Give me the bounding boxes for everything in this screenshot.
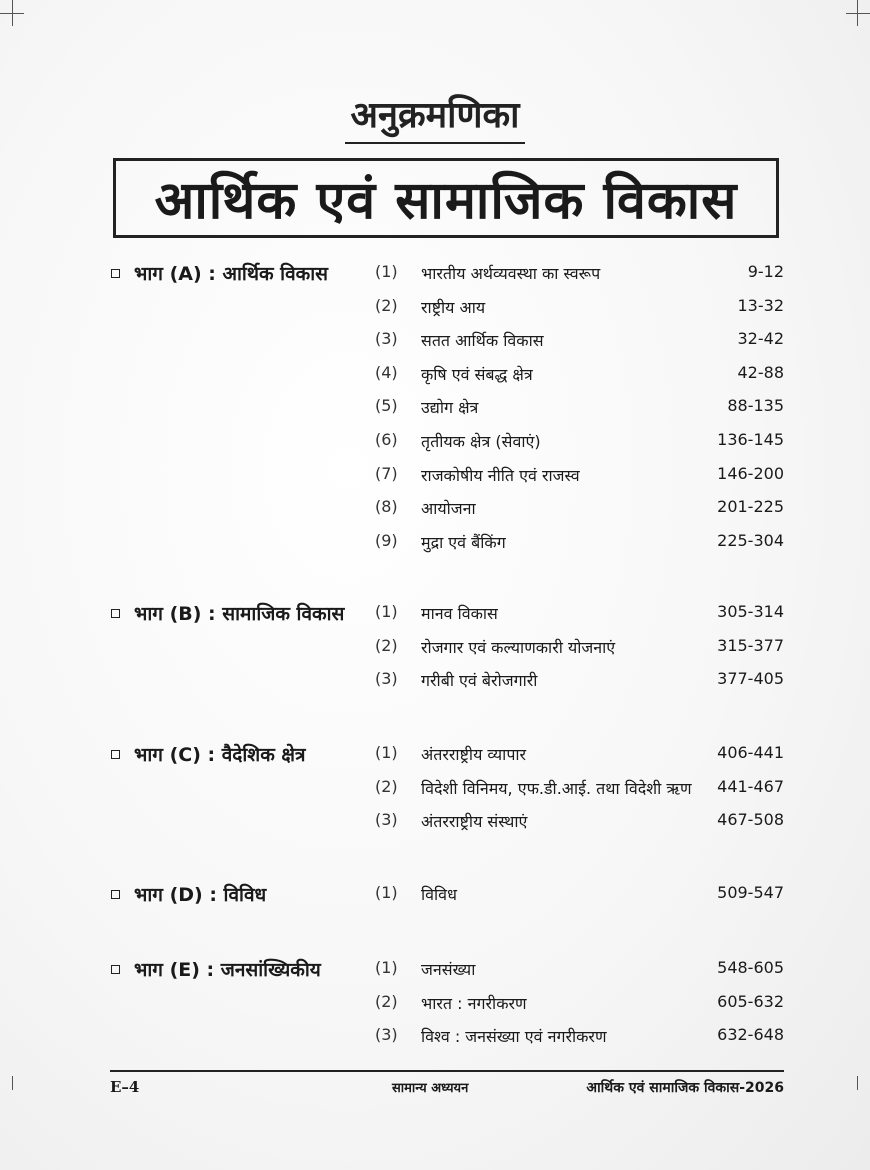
chapter-number: (1)	[375, 602, 398, 621]
chapter-pages: 42-88	[737, 362, 784, 382]
chapter-number: (3)	[375, 329, 398, 349]
chapter-number: (5)	[375, 396, 398, 416]
toc-row	[0, 883, 870, 907]
chapter-pages: 225-304	[717, 530, 784, 550]
chapter-topic: विदेशी विनिमय, एफ.डी.आई. तथा विदेशी ऋण	[421, 778, 692, 798]
chapter-number: (8)	[375, 497, 398, 517]
chapter-topic: आयोजना	[421, 499, 476, 519]
chapter-topic: रोजगार एवं कल्याणकारी योजनाएं	[421, 637, 616, 657]
chapter-topic: कृषि एवं संबद्ध क्षेत्र	[421, 364, 533, 384]
chapter-number: (1)	[375, 958, 398, 977]
chapter-topic: विविध	[421, 885, 457, 904]
chapter-topic: गरीबी एवं बेरोजगारी	[421, 671, 538, 691]
chapter-pages: 467-508	[717, 810, 784, 830]
toc-row	[0, 396, 870, 420]
footer-divider	[110, 1070, 784, 1072]
section-heading-text: भाग (A) : आर्थिक विकास	[134, 263, 329, 285]
chapter-topic: उद्योग क्षेत्र	[421, 398, 479, 418]
toc-row	[0, 296, 870, 320]
chapter-pages: 548-605	[717, 958, 784, 977]
chapter-number: (1)	[375, 743, 398, 762]
chapter-pages: 136-145	[717, 430, 784, 449]
chapter-number: (2)	[375, 635, 398, 655]
toc-row	[0, 262, 870, 286]
page-title: अनुक्रमणिका	[345, 96, 526, 144]
footer-center-text: सामान्य अध्ययन	[392, 1081, 469, 1096]
section-heading-text: भाग (C) : वैदेशिक क्षेत्र	[134, 744, 306, 766]
section-heading-text: भाग (E) : जनसांख्यिकीय	[134, 959, 321, 981]
chapter-pages: 509-547	[717, 883, 784, 902]
chapter-number: (3)	[375, 669, 398, 689]
chapter-topic: राजकोषीय नीति एवं राजस्व	[421, 465, 580, 485]
chapter-pages: 9-12	[747, 262, 784, 281]
toc-row	[0, 810, 870, 834]
chapter-number: (2)	[375, 991, 398, 1011]
crop-mark	[857, 1076, 858, 1090]
chapter-pages: 605-632	[717, 991, 784, 1011]
chapter-pages: 13-32	[737, 295, 784, 315]
crop-mark	[12, 1076, 13, 1090]
chapter-pages: 201-225	[717, 497, 784, 517]
chapter-pages: 146-200	[717, 463, 784, 483]
toc-row	[0, 363, 870, 387]
chapter-number: (6)	[375, 430, 398, 449]
chapter-pages: 406-441	[717, 743, 784, 762]
toc-row	[0, 958, 870, 982]
chapter-topic: तृतीयक क्षेत्र (सेवाएं)	[421, 432, 541, 451]
chapter-pages: 632-648	[717, 1025, 784, 1045]
toc-row	[0, 743, 870, 767]
toc-row	[0, 669, 870, 693]
chapter-topic: भारतीय अर्थव्यवस्था का स्वरूप	[421, 264, 601, 283]
toc-row	[0, 602, 870, 626]
section-heading-text: भाग (B) : सामाजिक विकास	[134, 603, 345, 625]
toc-row	[0, 430, 870, 454]
chapter-number: (2)	[375, 776, 398, 796]
chapter-topic: जनसंख्या	[421, 960, 476, 979]
chapter-pages: 441-467	[717, 776, 784, 796]
toc-row	[0, 464, 870, 488]
toc-row	[0, 531, 870, 555]
chapter-pages: 88-135	[727, 396, 784, 416]
chapter-topic: अंतरराष्ट्रीय व्यापार	[421, 745, 527, 764]
chapter-pages: 377-405	[717, 669, 784, 689]
toc-row	[0, 329, 870, 353]
chapter-number: (1)	[375, 262, 398, 281]
toc-row	[0, 777, 870, 801]
crop-mark	[846, 13, 870, 14]
chapter-number: (2)	[375, 295, 398, 315]
chapter-topic: अंतरराष्ट्रीय संस्थाएं	[421, 812, 528, 832]
chapter-topic: मानव विकास	[421, 604, 498, 623]
chapter-topic: सतत आर्थिक विकास	[421, 331, 544, 351]
toc-row	[0, 497, 870, 521]
crop-mark	[12, 0, 13, 26]
chapter-pages: 32-42	[737, 329, 784, 349]
toc-row	[0, 1025, 870, 1049]
chapter-pages: 305-314	[717, 602, 784, 621]
chapter-pages: 315-377	[717, 635, 784, 655]
chapter-number: (9)	[375, 530, 398, 550]
section-heading-text: भाग (D) : विविध	[134, 884, 267, 906]
chapter-number: (3)	[375, 810, 398, 830]
subject-title: आर्थिक एवं सामाजिक विकास	[154, 170, 738, 231]
title-wrap	[0, 96, 870, 144]
footer-page-label: E–4	[110, 1078, 140, 1096]
chapter-topic: मुद्रा एवं बैंकिंग	[421, 532, 506, 552]
footer-right-text: आर्थिक एवं सामाजिक विकास-2026	[586, 1080, 784, 1096]
chapter-number: (4)	[375, 362, 398, 382]
subject-banner	[113, 158, 779, 238]
toc-row	[0, 992, 870, 1016]
chapter-number: (3)	[375, 1025, 398, 1045]
crop-mark	[857, 0, 858, 26]
chapter-topic: भारत : नगरीकरण	[421, 993, 527, 1013]
chapter-topic: विश्व : जनसंख्या एवं नगरीकरण	[421, 1027, 607, 1047]
toc-row	[0, 636, 870, 660]
chapter-number: (1)	[375, 883, 398, 902]
chapter-number: (7)	[375, 463, 398, 483]
chapter-topic: राष्ट्रीय आय	[421, 297, 486, 317]
